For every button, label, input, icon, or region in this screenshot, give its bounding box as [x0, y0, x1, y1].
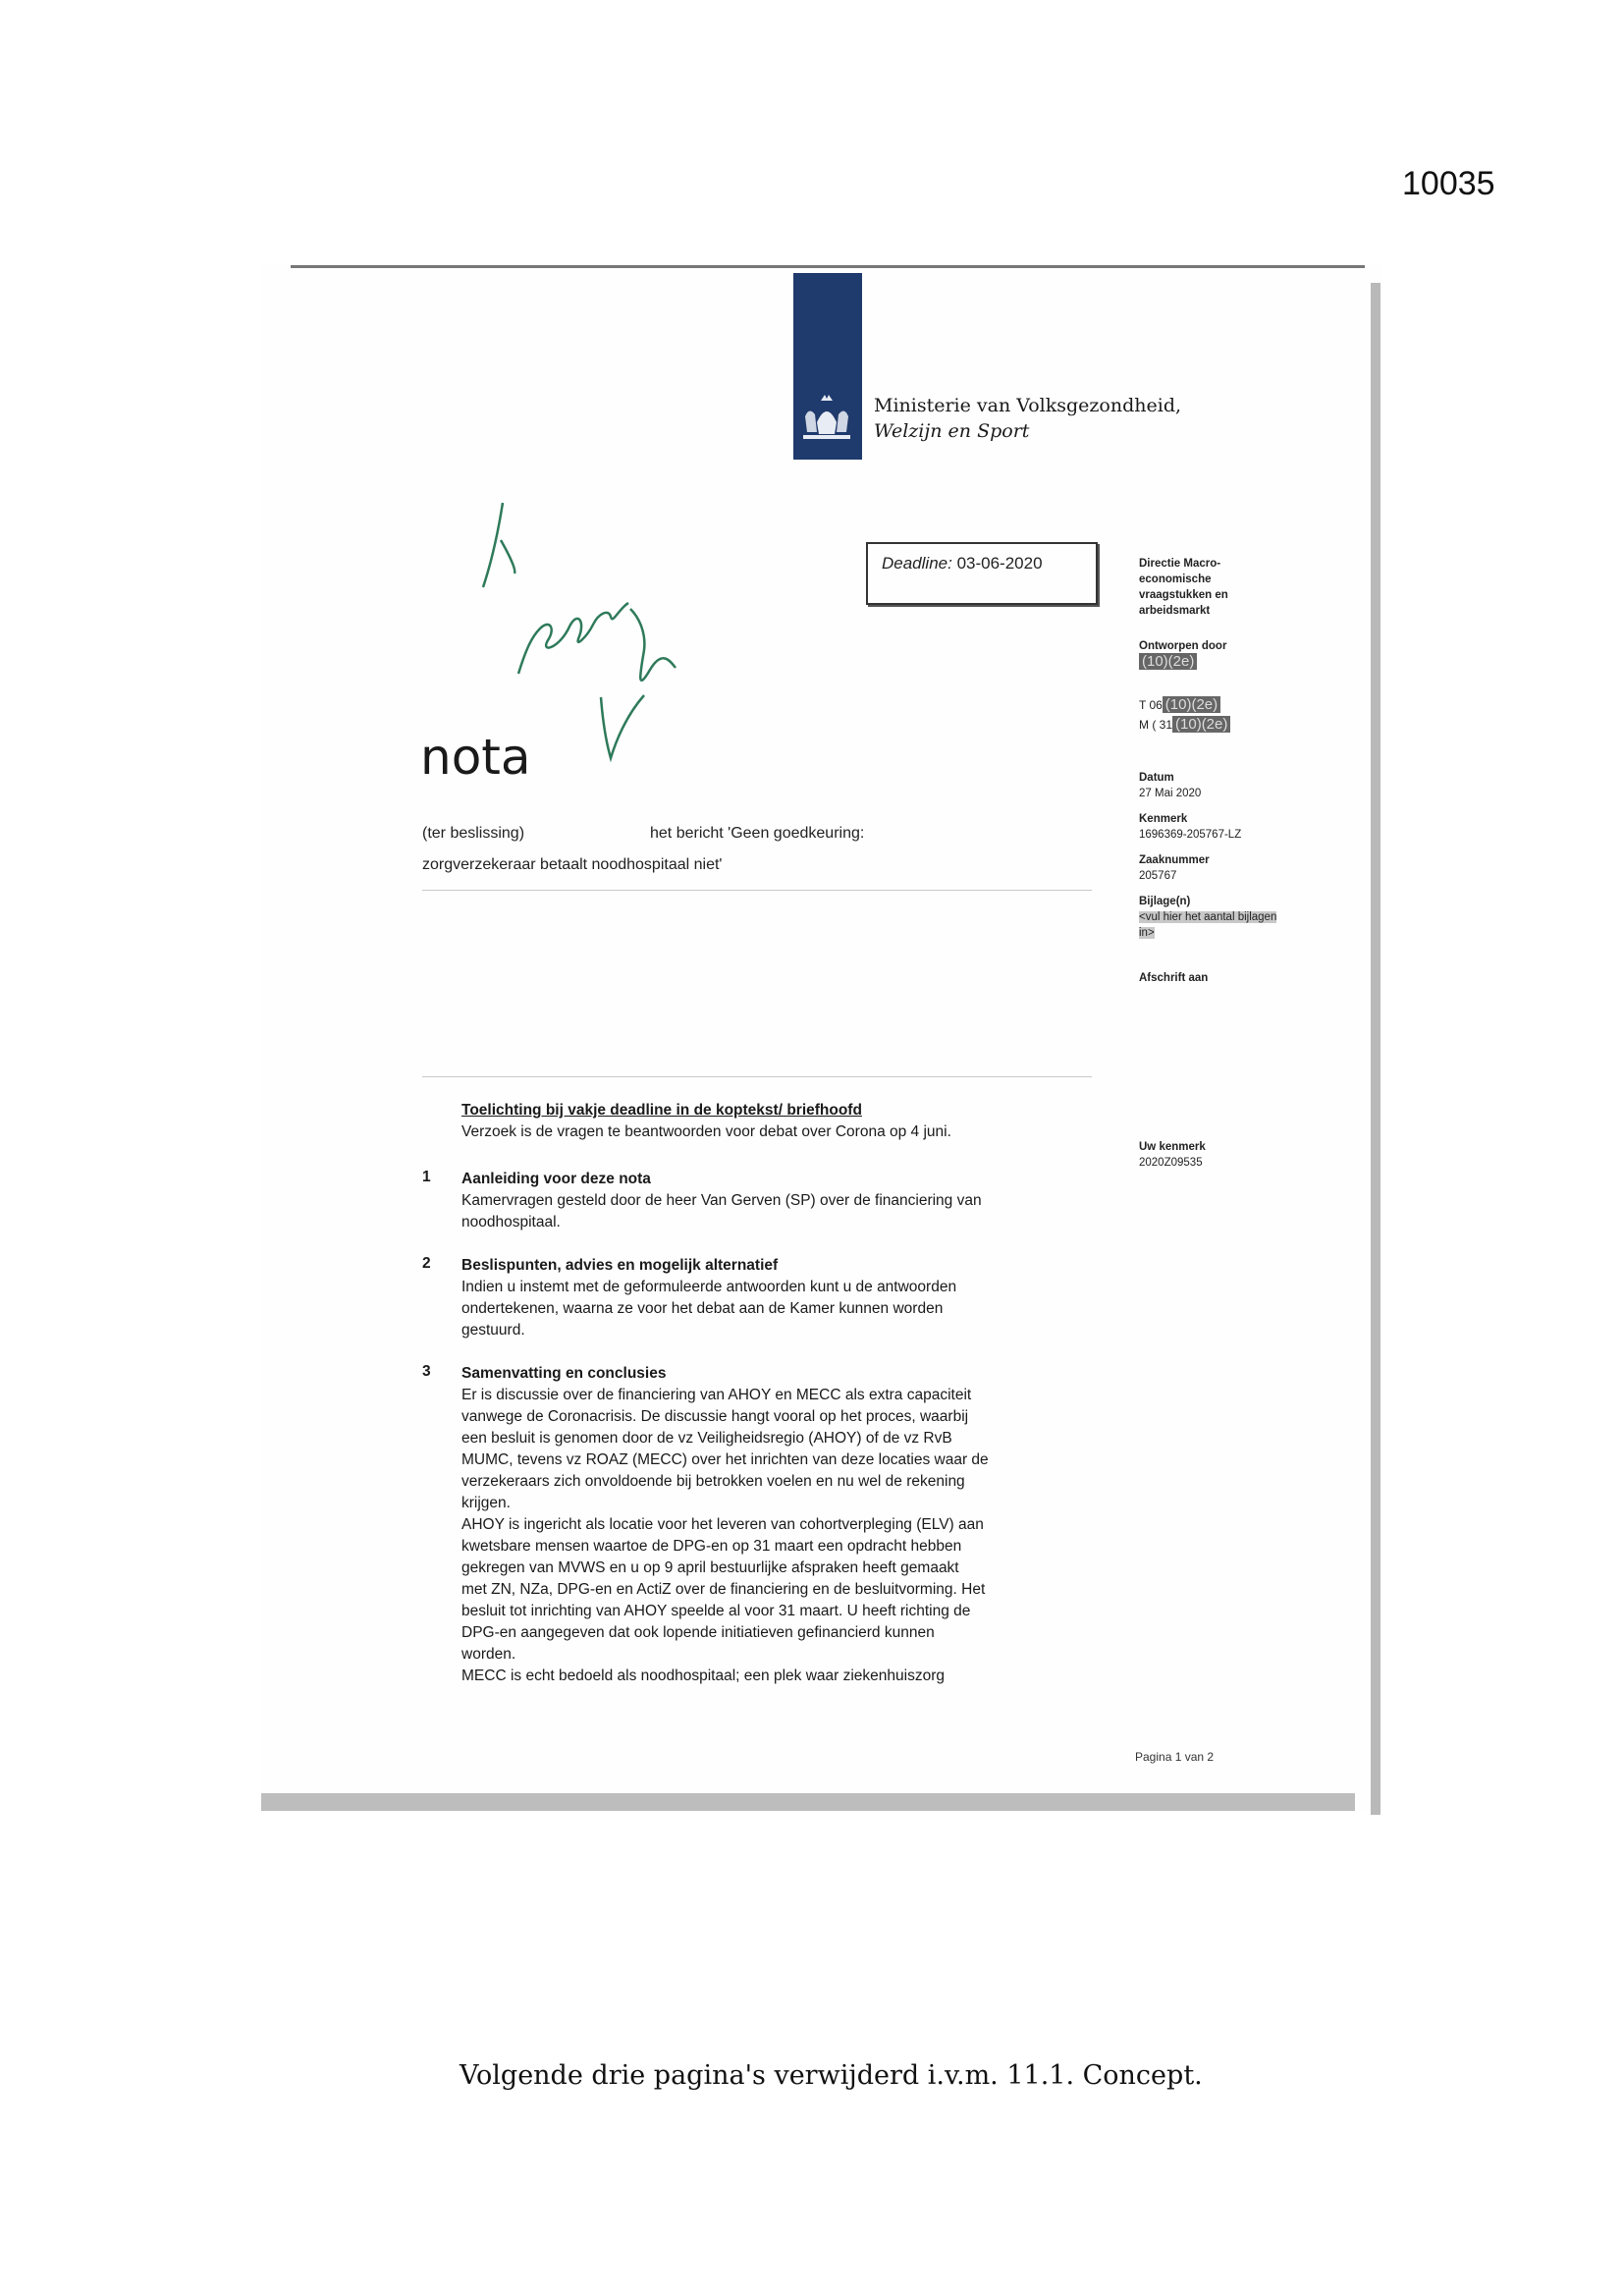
- section-text: Er is discussie over de financiering van AHOY en MECC als extra capaciteit: [461, 1387, 972, 1403]
- section-text: ondertekenen, waarna ze voor het debat aan de Kamer kunnen worden: [461, 1300, 944, 1317]
- zaaknummer-block: [1139, 852, 1210, 884]
- section-number: 2: [422, 1255, 431, 1272]
- uw-kenmerk-value: 2020Z09535: [1139, 1157, 1203, 1169]
- bijlagen-placeholder-end: in>: [1139, 927, 1155, 939]
- bijlagen-label: Bijlage(n): [1139, 896, 1191, 907]
- toelichting-heading: Toelichting bij vakje deadline in de koptekst/ briefhoofd: [461, 1102, 862, 1119]
- section-text: MUMC, tevens vz ROAZ (MECC) over het inrichten van deze locaties waar de: [461, 1451, 989, 1468]
- doc-title: nota: [420, 729, 531, 786]
- ministry-name: [874, 393, 1181, 444]
- datum-label: Datum: [1139, 772, 1174, 784]
- phone-block: [1139, 695, 1230, 735]
- afschrift-block: [1139, 970, 1208, 986]
- page-number: 10035: [1402, 165, 1495, 202]
- deadline-box: [866, 542, 1098, 605]
- section-text: noodhospitaal.: [461, 1214, 561, 1230]
- section-text: kwetsbare mensen waartoe de DPG-en op 31 maart een opdracht hebben: [461, 1538, 962, 1555]
- redaction: (10)(2e): [1139, 653, 1197, 670]
- redaction: (10)(2e): [1172, 716, 1230, 733]
- section-1: [461, 1169, 982, 1233]
- directie-line4: arbeidsmarkt: [1139, 605, 1211, 617]
- uw-kenmerk-label: Uw kenmerk: [1139, 1141, 1206, 1153]
- section-text: met ZN, NZa, DPG-en en ActiZ over de financiering en de besluitvorming. Het: [461, 1581, 986, 1598]
- toelichting-section: [461, 1100, 951, 1143]
- section-text: verzekeraars zich onvoldoende bij betrokken voelen en nu wel de rekening: [461, 1473, 965, 1490]
- bijlagen-block: [1139, 894, 1276, 941]
- bijlagen-placeholder: <vul hier het aantal bijlagen: [1139, 911, 1277, 923]
- deadline-value: 03-06-2020: [956, 554, 1043, 573]
- section-text: Kamervragen gesteld door de heer Van Gerven (SP) over de financiering van: [461, 1192, 982, 1209]
- section-text: DPG-en aangegeven dat ook lopende initiatieven gefinancierd kunnen: [461, 1624, 935, 1641]
- kenmerk-label: Kenmerk: [1139, 813, 1188, 825]
- directie-line3: vraagstukken en: [1139, 589, 1228, 601]
- section-text: gestuurd.: [461, 1322, 525, 1339]
- kenmerk-block: [1139, 811, 1241, 843]
- scan-edge-right: [1371, 283, 1380, 1815]
- divider: [422, 890, 1092, 891]
- handwritten-signature: [471, 501, 736, 766]
- datum-value: 27 Mai 2020: [1139, 788, 1202, 799]
- redaction: (10)(2e): [1163, 696, 1220, 713]
- divider: [422, 1076, 1092, 1077]
- mobile-prefix: M ( 31: [1139, 718, 1173, 732]
- directie-block: [1139, 556, 1228, 619]
- datum-block: [1139, 770, 1201, 801]
- directie-line1: Directie Macro-: [1139, 558, 1221, 570]
- section-text: AHOY is ingericht als locatie voor het leveren van cohortverpleging (ELV) aan: [461, 1516, 984, 1533]
- phone-prefix: T 06: [1139, 698, 1163, 712]
- ministry-line2: Welzijn en Sport: [874, 420, 1030, 442]
- section-text: een besluit is genomen door de vz Veiligheidsregio (AHOY) of de vz RvB: [461, 1430, 952, 1447]
- caption: Volgende drie pagina's verwijderd i.v.m. 11.1. Concept.: [460, 2060, 1203, 2091]
- toelichting-text: Verzoek is de vragen te beantwoorden voor debat over Corona op 4 juni.: [461, 1123, 951, 1140]
- crest-icon: [799, 393, 854, 442]
- subject-line1: het bericht 'Geen goedkeuring:: [650, 825, 865, 842]
- section-text: besluit tot inrichting van AHOY speelde al voor 31 maart. U heeft richting de: [461, 1603, 971, 1619]
- section-heading: Aanleiding voor deze nota: [461, 1171, 651, 1187]
- section-text: MECC is echt bedoeld als noodhospitaal; een plek waar ziekenhuiszorg: [461, 1667, 945, 1684]
- uw-kenmerk-block: [1139, 1139, 1206, 1171]
- ontworpen-label: Ontworpen door: [1139, 640, 1227, 652]
- section-text: worden.: [461, 1646, 516, 1663]
- deadline-label: Deadline:: [882, 554, 952, 573]
- deadline: [882, 554, 1043, 574]
- section-text: krijgen.: [461, 1495, 511, 1511]
- afschrift-label: Afschrift aan: [1139, 972, 1209, 984]
- scan-edge-bottom: [261, 1793, 1355, 1811]
- ministry-line1: Ministerie van Volksgezondheid,: [874, 395, 1182, 416]
- section-3: [461, 1363, 989, 1687]
- section-text: Indien u instemt met de geformuleerde antwoorden kunt u de antwoorden: [461, 1279, 957, 1295]
- scan-edge-top: [291, 265, 1365, 268]
- zaaknummer-label: Zaaknummer: [1139, 854, 1210, 866]
- section-heading: Samenvatting en conclusies: [461, 1365, 667, 1382]
- section-text: vanwege de Coronacrisis. De discussie hangt vooral op het proces, waarbij: [461, 1408, 969, 1425]
- kenmerk-value: 1696369-205767-LZ: [1139, 829, 1242, 841]
- subject-type: (ter beslissing): [422, 825, 525, 842]
- ontworpen-block: [1139, 638, 1226, 670]
- section-heading: Beslispunten, advies en mogelijk alternatief: [461, 1257, 779, 1274]
- subject-line2: zorgverzekeraar betaalt noodhospitaal niet': [422, 856, 723, 873]
- section-text: gekregen van MVWS en u op 9 april bestuurlijke afspraken heeft gemaakt: [461, 1559, 959, 1576]
- directie-line2: economische: [1139, 574, 1212, 585]
- section-number: 3: [422, 1363, 431, 1380]
- section-number: 1: [422, 1169, 431, 1185]
- section-2: [461, 1255, 956, 1341]
- page-footer: Pagina 1 van 2: [1135, 1750, 1215, 1764]
- zaaknummer-value: 205767: [1139, 870, 1177, 882]
